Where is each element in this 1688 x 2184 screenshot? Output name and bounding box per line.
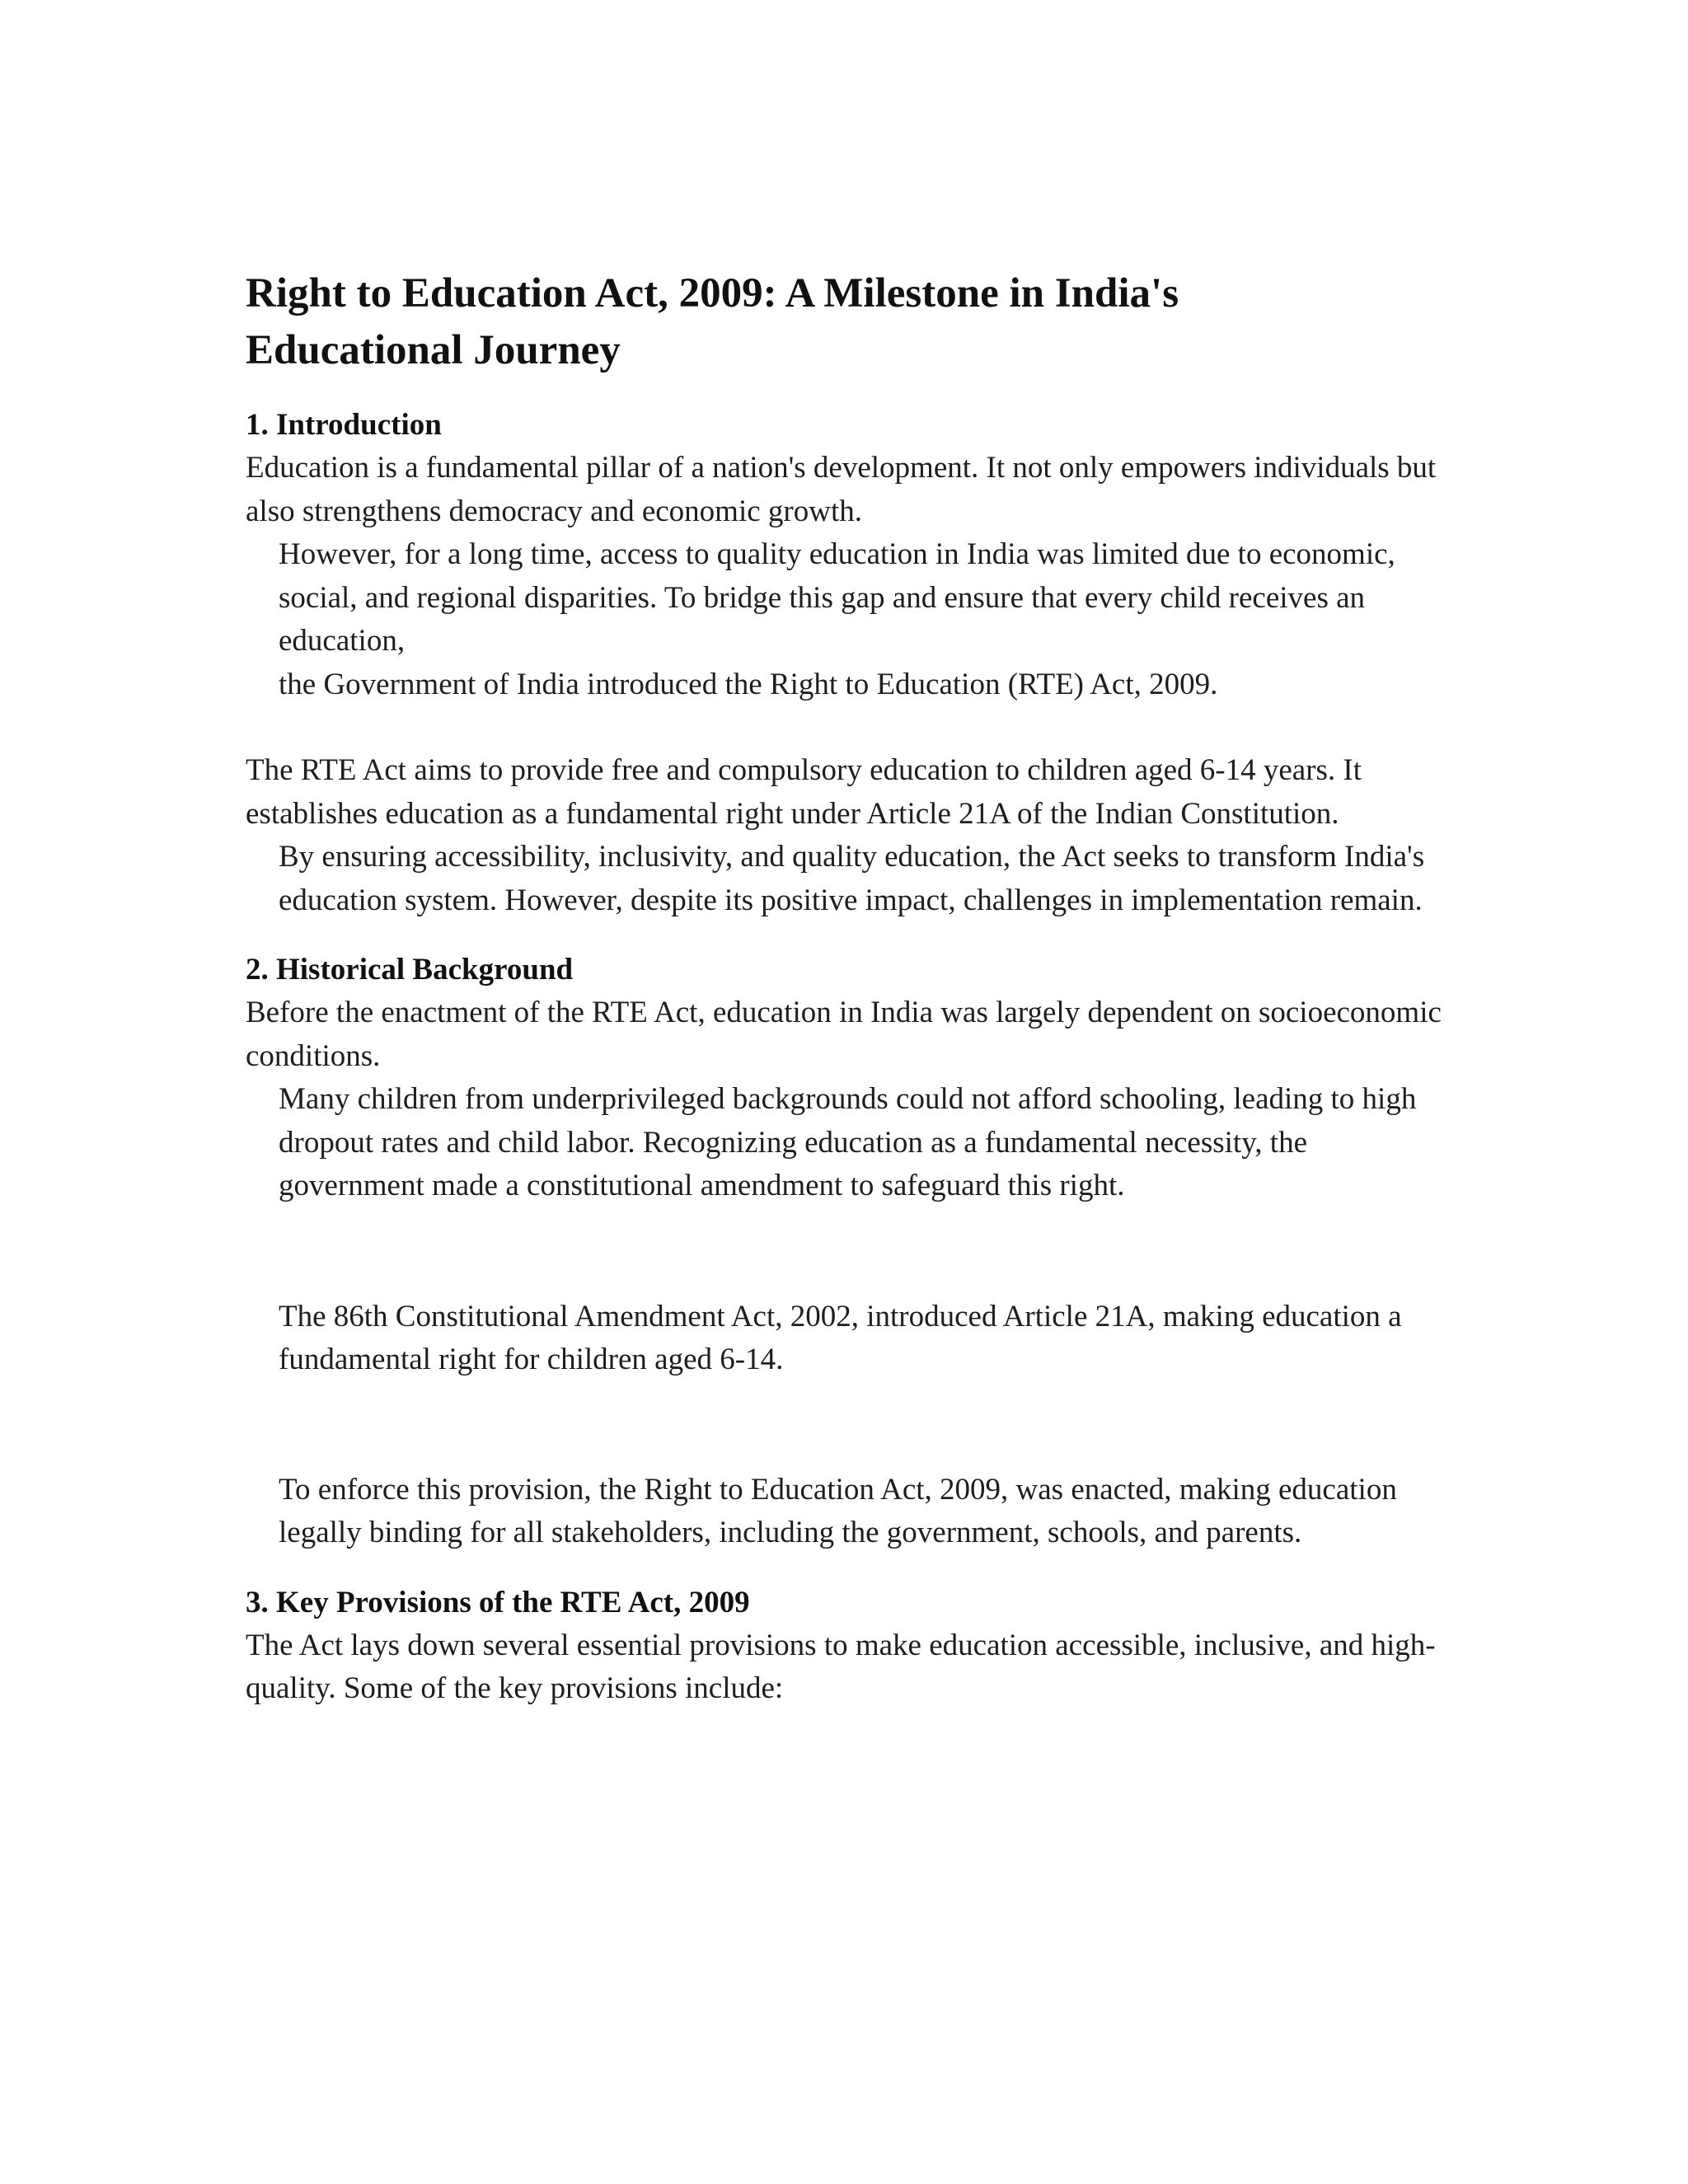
paragraph: the Government of India introduced the Right to Education (RTE) Act, 2009. xyxy=(279,667,1218,701)
paragraph: By ensuring accessibility, inclusivity, and quality education, the Act seeks to transform India's education system. However, despite its positive impact, challenges in implementation remain. xyxy=(279,840,1425,917)
paragraph: The 86th Constitutional Amendment Act, 2002, introduced Article 21A, making education a fundamental right for children aged 6-14. xyxy=(279,1299,1402,1376)
paragraph: However, for a long time, access to quality education in India was limited due to economic, social, and regional disparities. To bridge this gap and ensure that every child receives an education, xyxy=(279,537,1395,658)
section-heading-historical-background: 2. Historical Background xyxy=(246,953,574,987)
paragraph: Before the enactment of the RTE Act, education in India was largely dependent on socioeconomic conditions. xyxy=(246,996,1442,1073)
paragraph: Many children from underprivileged backgrounds could not afford schooling, leading to high dropout rates and child labor. Recognizing education as a fundamental necessity, the government made a constitutional amendment to safeguard this right. xyxy=(279,1082,1417,1202)
paragraph: Education is a fundamental pillar of a nation's development. It not only empowers individuals but also strengthens democracy and economic growth. xyxy=(246,451,1437,528)
paragraph: The RTE Act aims to provide free and compulsory education to children aged 6-14 years. It establishes education as a fundamental right under Article 21A of the Indian Constitution. xyxy=(246,753,1362,831)
section-heading-introduction: 1. Introduction xyxy=(246,408,442,442)
section-heading-key-provisions: 3. Key Provisions of the RTE Act, 2009 xyxy=(246,1585,750,1619)
document-body xyxy=(246,265,1449,1711)
paragraph: The Act lays down several essential provisions to make education accessible, inclusive, and high-quality. Some of the key provisions include: xyxy=(246,1628,1436,1705)
page-title: Right to Education Act, 2009: A Milestone in India's Educational Journey xyxy=(246,270,1179,373)
paragraph: To enforce this provision, the Right to Education Act, 2009, was enacted, making education legally binding for all stakeholders, including the government, schools, and parents. xyxy=(279,1472,1397,1549)
